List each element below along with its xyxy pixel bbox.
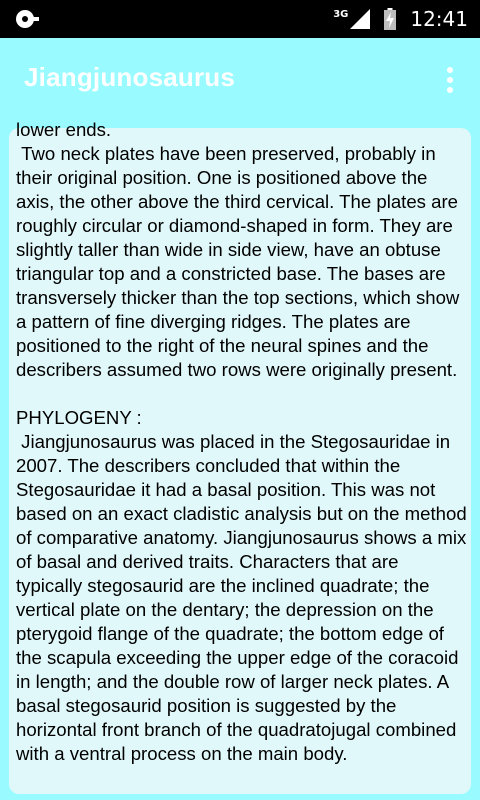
content-area[interactable] xyxy=(0,119,480,800)
app-title: Jiangjunosaurus xyxy=(24,62,236,92)
more-vert-icon[interactable] xyxy=(446,66,454,94)
article-text: lower ends. Two neck plates have been preserved, probably in their original position. One is positioned above the axis, the other above the third cervical. The plates are roughly circular or diamond-shaped in form. They are slightly taller than wide in side view, have an obtuse triangular top and a constricted base. The bases are transversely thicker than the top sections, which show a pattern of fine diverging ridges. The plates are positioned to the right of the neural spines and the describers assumed two rows were originally present. PHYLOGENY : Jiangjunosaurus was placed in the Stegosauridae in 2007. The describers concluded that within the Stegosauridae it had a basal position. This was not based on an exact cladistic analysis but on the method of comparative anatomy. Jiangjunosaurus shows a mix of basal and derived traits. Characters that are typically stegosaurid are the inclined quadrate; the vertical plate on the dentary; the depression on the pterygoid flange of the quadrate; the bottom edge of the scapula exceeding the upper edge of the coracoid in length; and the double row of larger neck plates. A basal stegosaurid position is suggested by the horizontal front branch of the quadratojugal combined with a ventral process on the main body. xyxy=(16,119,467,764)
article-card[interactable] xyxy=(9,119,471,794)
signal-icon xyxy=(350,9,370,29)
network-type-label: 3G xyxy=(333,8,349,20)
battery-charging-icon xyxy=(384,8,396,30)
status-bar xyxy=(0,0,480,38)
media-sync-icon xyxy=(14,8,40,30)
status-indicators xyxy=(333,0,468,38)
app-bar xyxy=(0,38,480,122)
status-clock: 12:41 xyxy=(410,7,468,31)
